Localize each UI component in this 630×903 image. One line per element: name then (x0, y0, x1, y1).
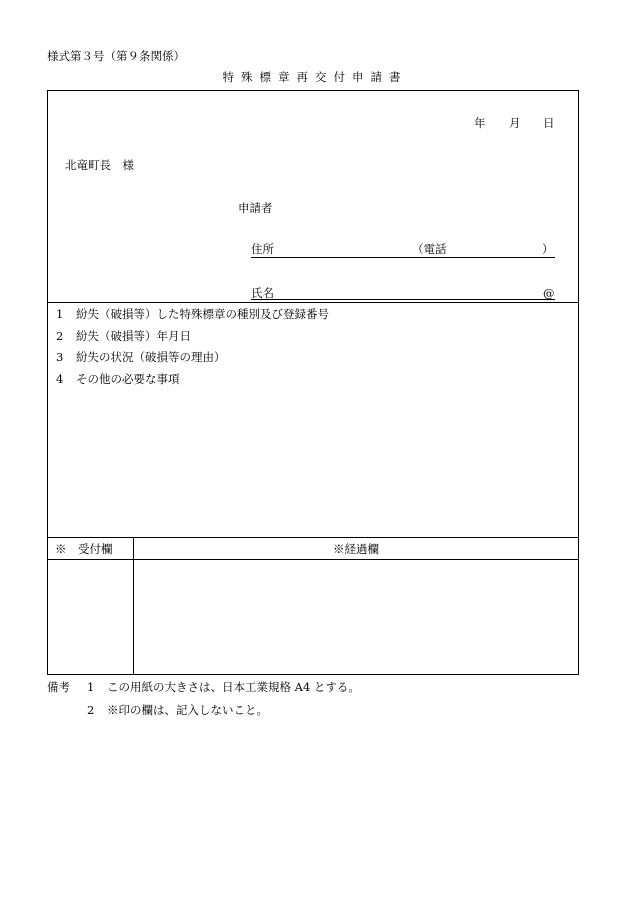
note-number: 1 (87, 680, 95, 694)
seal-mark: @ (543, 286, 555, 300)
item-text: 紛失（破損等）した特殊標章の種別及び登録番号 (76, 307, 329, 321)
item-number: 3 (56, 350, 64, 364)
note-text: ※印の欄は、記入しないこと。 (107, 703, 268, 717)
list-item (56, 374, 180, 386)
item-text: 紛失（破損等）年月日 (76, 329, 191, 343)
name-field[interactable] (251, 299, 555, 300)
progress-column-header: ※経過欄 (333, 542, 379, 556)
addressee: 北竜町長 様 (65, 158, 134, 172)
date-year-label: 年 (474, 116, 486, 130)
list-item (56, 331, 191, 343)
list-item (56, 309, 329, 321)
name-label: 氏名 (251, 286, 274, 300)
form-reference: 様式第３号（第９条関係） (47, 49, 185, 63)
reception-column-header: ※ 受付欄 (55, 542, 113, 556)
telephone-label: （電話 (412, 242, 447, 256)
remarks-label: 備考 (47, 680, 70, 694)
item-number: 4 (56, 372, 64, 386)
remarks-note-2 (87, 705, 268, 717)
form-title: 特殊標章再交付申請書 (222, 70, 408, 84)
divider-office-columns (133, 537, 134, 675)
date-month-label: 月 (509, 116, 521, 130)
divider-applicant (47, 302, 579, 303)
item-text: その他の必要な事項 (76, 372, 180, 386)
address-field[interactable] (251, 257, 555, 258)
note-number: 2 (87, 703, 95, 717)
note-text: この用紙の大きさは、日本工業規格 A4 とする。 (107, 680, 360, 694)
remarks-note-1 (47, 682, 360, 694)
item-text: 紛失の状況（破損等の理由） (76, 350, 226, 364)
list-item (56, 352, 226, 364)
item-number: 1 (56, 307, 64, 321)
item-number: 2 (56, 329, 64, 343)
divider-office-header (47, 559, 579, 560)
date-day-label: 日 (543, 116, 555, 130)
divider-office (47, 537, 579, 538)
applicant-label: 申請者 (238, 201, 273, 215)
address-label: 住所 (251, 242, 274, 256)
telephone-close: ） (542, 242, 554, 256)
